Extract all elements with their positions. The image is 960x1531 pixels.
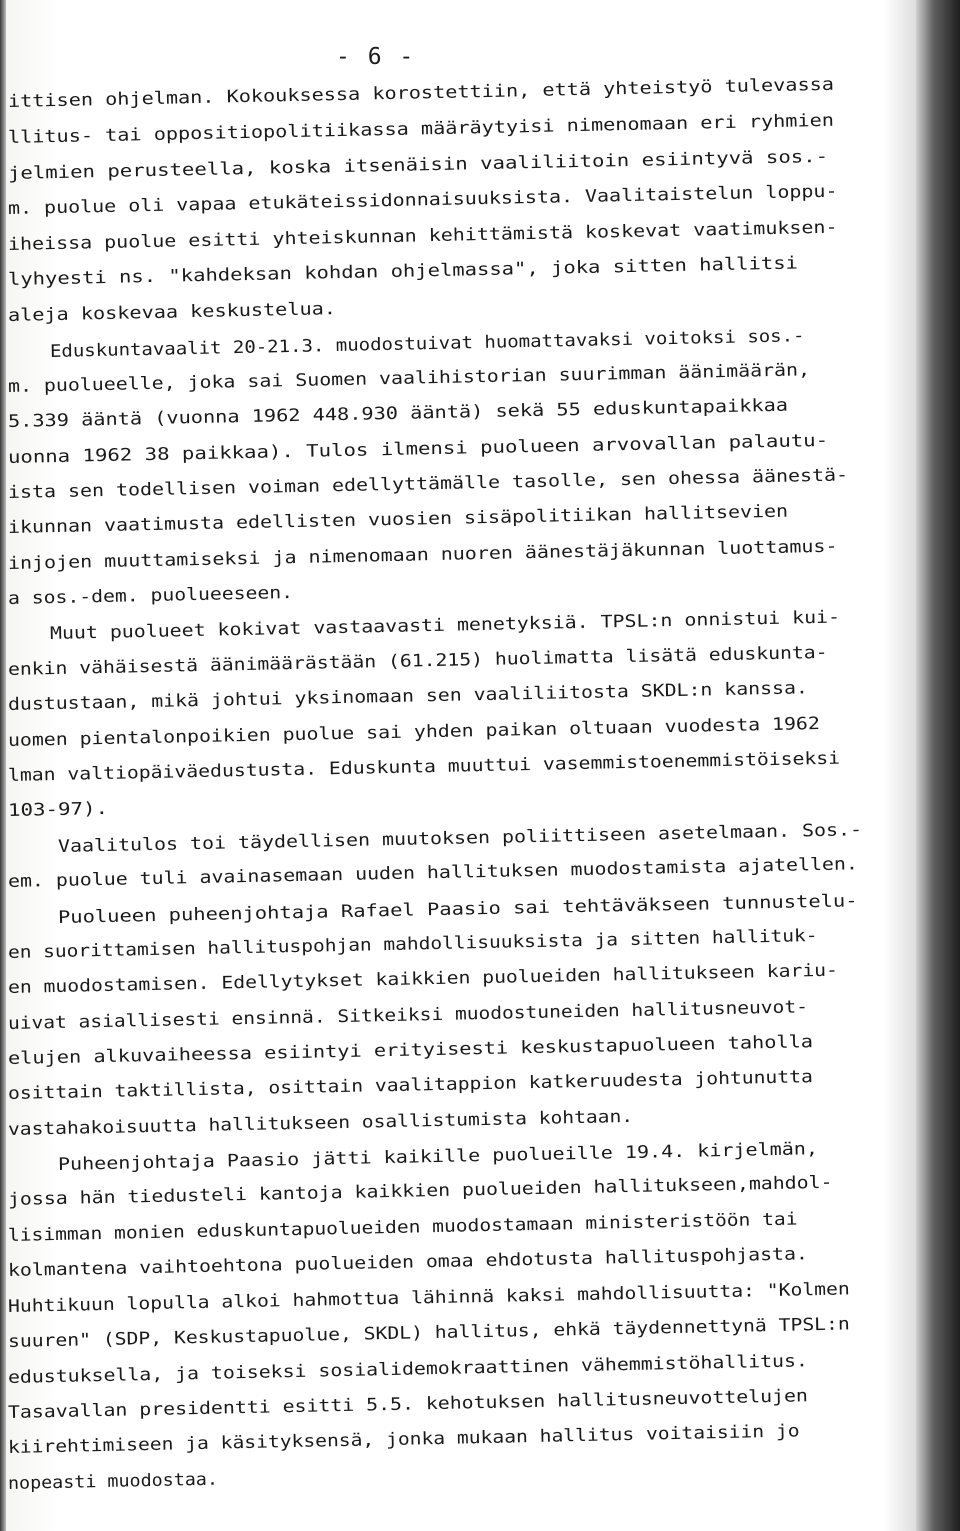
- page-number: - 6 -: [336, 44, 416, 70]
- text-line: a sos.-dem. puolueeseen.: [7, 583, 294, 609]
- text-line: Puolueen puheenjohtaja Rafael Paasio sai tehtäväkseen tunnustelu-: [57, 891, 858, 928]
- text-line: suuren" (SDP, Keskustapuolue, SKDL) hallitus, ehkä täydennettynä TPSL:n: [7, 1314, 850, 1352]
- text-line: Puheenjohtaja Paasio jätti kaikille puolueille 19.4. kirjelmän,: [57, 1139, 819, 1175]
- text-line: en suorittamisen hallituspohjan mahdollisuuksista ja sitten hallituk-: [7, 926, 818, 963]
- text-line: lisimman monien eduskuntapuolueiden muodostamaan ministeristöön tai: [7, 1209, 798, 1246]
- text-line: 5.339 ääntä (vuonna 1962 448.930 ääntä) sekä 55 eduskuntapaikkaa: [7, 395, 789, 432]
- text-line: vastahakoisuutta hallitukseen osallistumista kohtaan.: [7, 1106, 634, 1140]
- text-line: Eduskuntavaalit 20-21.3. muodostuivat huomattavaksi voitoksi sos.-: [49, 326, 805, 362]
- text-line: injojen muuttamiseksi ja nimenomaan nuoren äänestäjäkunnan luottamus-: [7, 536, 838, 574]
- text-line: llitus- tai oppositiopolitiikassa määräytyisi nimenomaan eri ryhmien: [7, 110, 835, 148]
- scan-right-edge: [916, 0, 960, 1531]
- text-line: uivat asiallisesti ensinnä. Sitkeiksi muodostuneiden hallitusneuvot-: [7, 997, 809, 1034]
- text-line: ittisen ohjelman. Kokouksessa korostettiin, että yhteistyö tulevassa: [7, 74, 835, 112]
- scan-left-edge: [0, 0, 6, 1531]
- text-line: nopeasti muodostaa.: [7, 1469, 219, 1494]
- text-line: elujen alkuvaiheessa esiintyi erityisesti keskustapuolueen taholla: [7, 1032, 814, 1069]
- text-line: kolmantena vaihtoehtona puolueiden omaa ehdotusta hallituspohjasta.: [7, 1244, 809, 1281]
- text-line: Huhtikuun lopulla alkoi hahmottua lähinnä kaksi mahdollisuutta: "Kolmen: [7, 1279, 850, 1317]
- text-line: jossa hän tiedusteli kantoja kaikkien puolueiden hallitukseen,mahdol-: [7, 1172, 833, 1210]
- text-line: ikunnan vaatimusta edellisten vuosien sisäpolitiikan hallitsevien: [7, 501, 789, 538]
- text-line: dustustaan, mikä johtui yksinomaan sen vaaliliitosta SKDL:n kanssa.: [7, 678, 809, 715]
- text-line: 103-97).: [7, 798, 109, 821]
- text-line: enkin vähäisestä äänimäärästään (61.215) huolimatta lisätä eduskunta-: [7, 642, 828, 680]
- text-line: kiirehtimiseen ja käsityksensä, jonka mukaan hallitus voitaisiin jo: [7, 1421, 800, 1458]
- text-line: edustuksella, ja toiseksi sosialidemokraattinen vähemmistöhallitus.: [7, 1351, 809, 1388]
- text-line: m. puolue oli vapaa etukäteissidonnaisuuksista. Vaalitaistelun loppu-: [7, 181, 838, 219]
- text-line: em. puolue tuli avainasemaan uuden hallituksen muodostamista ajatellen.: [7, 854, 859, 892]
- text-line: lman valtiopäiväedustusta. Eduskunta muuttui vasemmistoenemmistöiseksi: [7, 748, 841, 786]
- text-line: iheissa puolue esitti yhteiskunnan kehittämistä koskevat vaatimuksen-: [7, 217, 838, 255]
- text-line: lyhyesti ns. "kahdeksan kohdan ohjelmassa", joka sitten hallitsi: [7, 253, 799, 290]
- text-line: m. puolueelle, joka sai Suomen vaalihistorian suurimman äänimäärän,: [7, 360, 811, 397]
- text-line: ista sen todellisen voiman edellyttämälle tasolle, sen ohessa äänestä-: [7, 465, 849, 503]
- text-line: uomen pientalonpoikien puolue sai yhden paikan oltuaan vuodesta 1962: [7, 713, 821, 751]
- text-line: osittain taktillista, osittain vaalitappion katkeruudesta johtunutta: [7, 1067, 814, 1104]
- text-line: Vaalitulos toi täydellisen muutoksen poliittiseen asetelmaan. Sos.-: [57, 820, 863, 857]
- text-line: Tasavallan presidentti esitti 5.5. kehotuksen hallitusneuvottelujen: [7, 1386, 809, 1423]
- text-line: aleja koskevaa keskustelua.: [7, 299, 337, 326]
- text-line: en muodostamisen. Edellytykset kaikkien puolueiden hallitukseen kariu-: [7, 960, 839, 998]
- text-line: uonna 1962 38 paikkaa). Tulos ilmensi puolueen arvovallan palautu-: [7, 430, 829, 468]
- text-line: Muut puolueet kokivat vastaavasti menetyksiä. TPSL:n onnistui kui-: [49, 607, 841, 644]
- text-line: jelmien perusteella, koska itsenäisin vaaliliitoin esiintyvä sos.-: [7, 146, 829, 184]
